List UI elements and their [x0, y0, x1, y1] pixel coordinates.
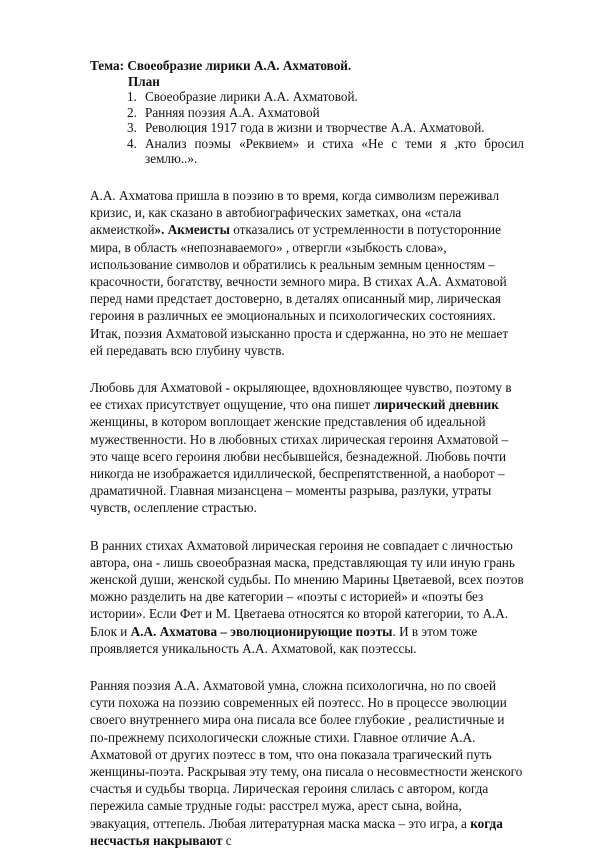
plan-item [90, 120, 524, 136]
paragraph-text: . И в этом тоже проявляется уникальность А.А. Ахматовой, как поэтессы. [90, 623, 478, 656]
plan-item [90, 105, 524, 121]
paragraph-text: Любовь для Ахматовой - окрыляющее, вдохновляющее чувство, поэтому в ее стихах присутствует ощущение, что она пишет [90, 380, 512, 413]
paragraph-text: Ранняя поэзия А.А. Ахматовой умна, сложна психологична, но по своей сути похожа на поэзию современных ей поэтесс. Но в процессе эволюции своего внутреннего мира она писала все более глубокие , реалистичные и по-прежнему психологически сложные стихи. Главное отличие А.А. Ахматовой от других поэтесс в том, что она показала трагический путь женщины-поэта. Раскрывая эту тему, она писала о несовместности женского счастья и судьбы творца. Лирическая героиня слилась с автором, когда пережила самые трудные годы: расстрел мужа, арест сына, война, эвакуация, оттепель. Любая литературная маска маска – это игра, а [90, 678, 523, 831]
paragraph-early-poems [90, 537, 524, 657]
paragraph-text: А.А. Ахматова пришла в поэзию в то время, когда символизм переживал кризис, и, как сказано в автобиографических заметках, она «стала акмеисткой [90, 187, 500, 238]
plan-item-text: Революция 1917 года в жизни и творчестве А.А. Ахматовой. [145, 120, 485, 136]
plan-item-number: 3. [127, 120, 137, 136]
bold-text: лирический дневник [373, 397, 499, 413]
spacer [90, 517, 524, 537]
paragraph-love [90, 379, 524, 517]
paragraph-evolution [90, 677, 524, 849]
paragraph-acmeism [90, 187, 524, 359]
spacer [90, 359, 524, 379]
plan-item [90, 136, 524, 167]
plan-item-text: Анализ поэмы «Реквием» и стиха «Не с теми я ,кто бросил землю..». [145, 135, 524, 167]
plan-item-text: Ранняя поэзия А.А. Ахматовой [145, 104, 320, 120]
plan-list [90, 89, 524, 167]
plan-item-number: 1. [127, 89, 137, 104]
paragraph-text: женщины, в котором воплощает женские представления об идеальной мужественности. Но в любовных стихах лирическая героиня Ахматовой – это чаще всего героиня любви несбывшейся, безнадежной. Любовь почти никогда не изображается идиллической, беспрепятственной, а наоборот – драматичной. Главная мизансцена – моменты разрыва, разлуки, утраты чувств, ослепление страстью. [90, 414, 509, 516]
topic-heading: Тема: Своеобразие лирики А.А. Ахматовой. [90, 58, 352, 73]
plan-item-number: 4. [127, 135, 137, 151]
paragraph-text: В ранних стихах Ахматовой лирическая героиня не совпадает с личностью автора, она - лишь своеобразная маска, представляющая ту или иную грань женской души, женской судьбы. По мнению Марины Цветаевой, всех поэтов можно разделить на две категории – «поэты с историей» и «поэты без истории». Если Фет и М. Цветаева относятся ко второй категории, то А.А. Блок и [90, 537, 524, 639]
plan-item-text: Своеобразие лирики А.А. Ахматовой. [145, 89, 358, 104]
bold-text: ». Акмеисты [154, 222, 230, 238]
plan-item [90, 89, 524, 105]
spacer [90, 657, 524, 677]
bold-text: когда несчастья накрывают [90, 815, 503, 848]
paragraph-text: отказались от устремленности в потусторонние мира, в область «непознаваемого» , отвергли «зыбкость слова», использование символов и обратились к реальным земным ценностям – красочности, богатству, вечности земного мира. В стихах А.А. Ахматовой перед нами предстает достоверно, в деталях описанный мир, лирическая героиня в различных ее эмоциональных и психологических состояниях. Итак, поэзия Ахматовой изысканно проста и сдержанна, но это не мешает ей передавать всю глубину чувств. [90, 222, 509, 358]
bold-text: А.А. Ахматова – эволюционирующие поэты [130, 623, 393, 639]
paragraph-text: с [222, 832, 232, 848]
plan-heading: План [128, 74, 160, 89]
spacer [90, 167, 524, 187]
plan-item-number: 2. [127, 104, 137, 120]
